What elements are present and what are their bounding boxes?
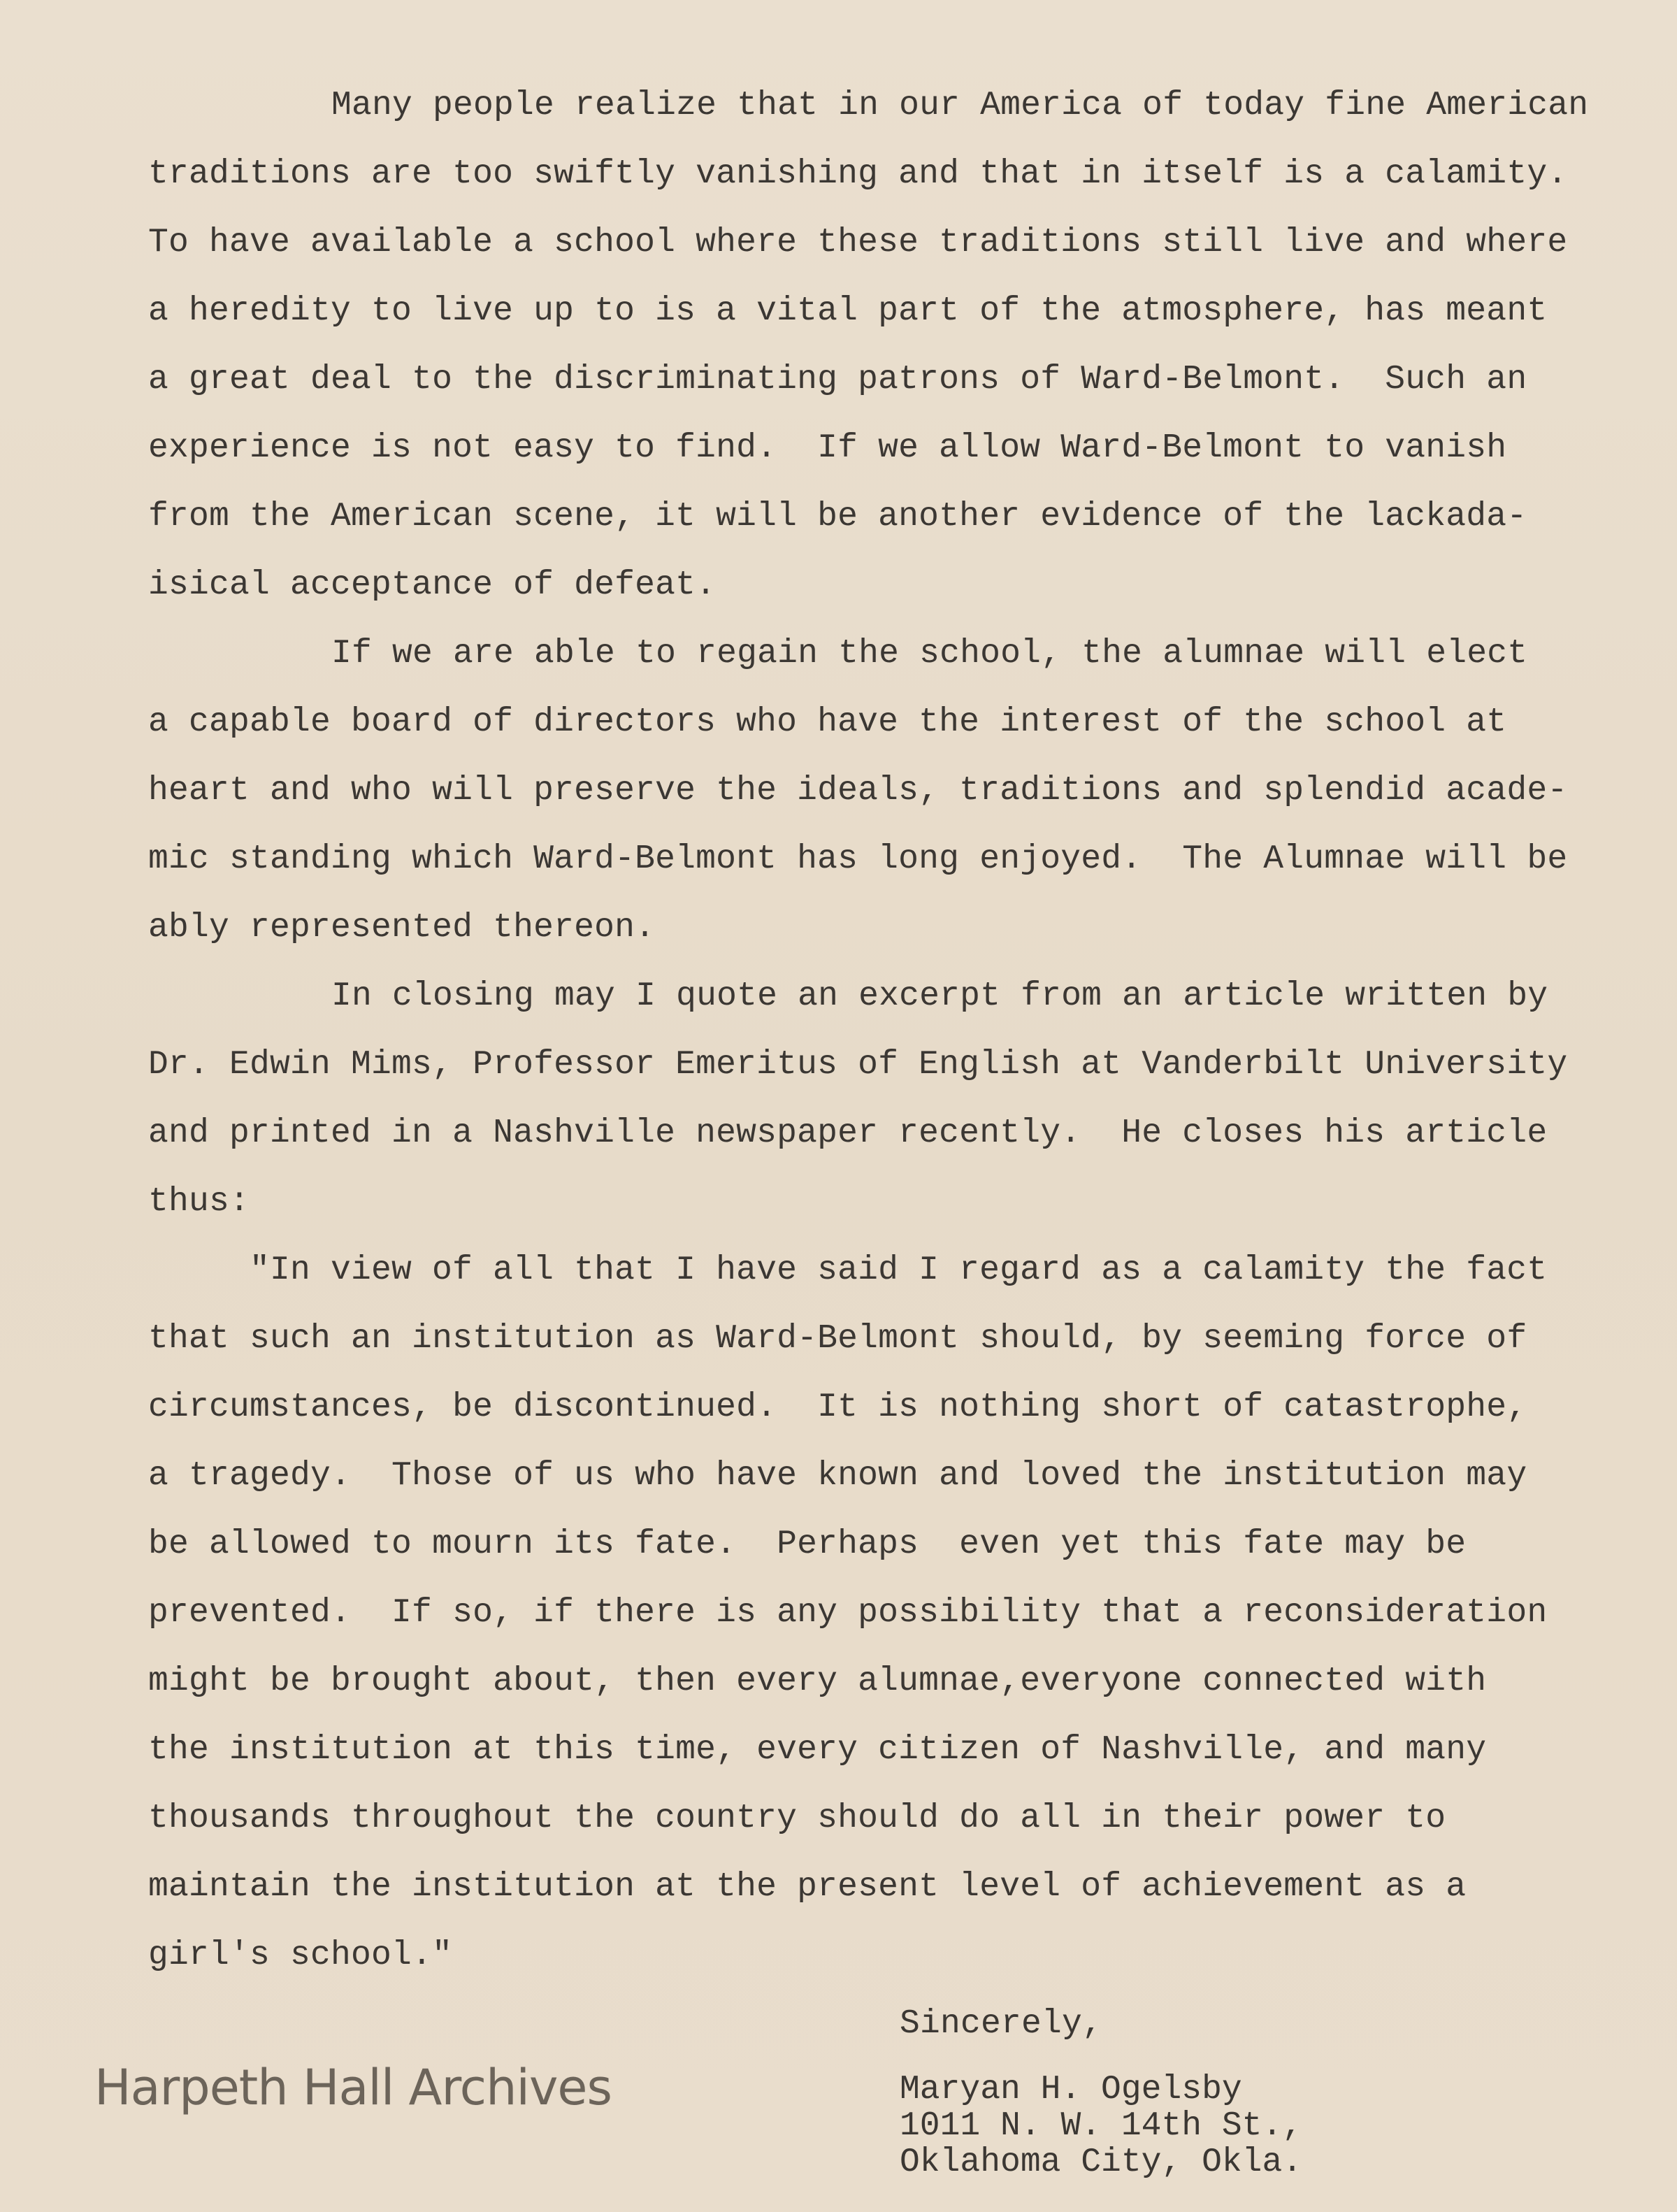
letter-line: isical acceptance of defeat. — [148, 566, 717, 604]
quote-line: circumstances, be discontinued. It is nothing short of catastrophe, — [148, 1388, 1527, 1426]
letter-line: thus: — [148, 1183, 250, 1221]
signature-block — [900, 2071, 1302, 2181]
letter-line: Many people realize that in our America of today fine American — [331, 87, 1589, 124]
letter-line: In closing may I quote an excerpt from an article written by — [331, 977, 1548, 1015]
letter-line: ably represented thereon. — [148, 909, 656, 947]
letter-line: from the American scene, it will be another evidence of the lackada- — [148, 498, 1527, 536]
letter-line: a heredity to live up to is a vital part of the atmosphere, has meant — [148, 292, 1548, 330]
signature-address-street: 1011 N. W. 14th St., — [900, 2107, 1303, 2145]
quote-line: a tragedy. Those of us who have known and loved the institution may — [148, 1457, 1527, 1495]
letter-line: a great deal to the discriminating patrons of Ward-Belmont. Such an — [148, 361, 1527, 398]
quote-line: girl's school." — [148, 1937, 453, 1974]
letter-line: mic standing which Ward-Belmont has long enjoyed. The Alumnae will be — [148, 840, 1568, 878]
quote-line: maintain the institution at the present level of achievement as a — [148, 1868, 1467, 1906]
letter-line: a capable board of directors who have the interest of the school at — [148, 703, 1507, 741]
letter-line: Dr. Edwin Mims, Professor Emeritus of English at Vanderbilt University — [148, 1046, 1568, 1084]
quote-line: thousands throughout the country should do all in their power to — [148, 1800, 1446, 1837]
letter-line: If we are able to regain the school, the alumnae will elect — [331, 635, 1528, 673]
quote-line: might be brought about, then every alumnae,everyone connected with — [148, 1662, 1487, 1700]
quote-line: prevented. If so, if there is any possibility that a reconsideration — [148, 1594, 1548, 1632]
letter-line: experience is not easy to find. If we allow Ward-Belmont to vanish — [148, 429, 1507, 467]
quote-line: be allowed to mourn its fate. Perhaps even yet this fate may be — [148, 1525, 1467, 1563]
letter-line: traditions are too swiftly vanishing and that in itself is a calamity. — [148, 155, 1568, 193]
signature-address-city: Oklahoma City, Okla. — [900, 2143, 1303, 2181]
letter-body — [148, 71, 1588, 2058]
quote-line: "In view of all that I have said I regard as a calamity the fact — [250, 1251, 1548, 1289]
quote-line: that such an institution as Ward-Belmont should, by seeming force of — [148, 1320, 1527, 1358]
archive-watermark: Harpeth Hall Archives — [94, 2059, 612, 2116]
quote-line: the institution at this time, every citizen of Nashville, and many — [148, 1731, 1487, 1769]
closing: Sincerely, — [900, 2005, 1103, 2043]
letter-line: and printed in a Nashville newspaper recently. He closes his article — [148, 1114, 1548, 1152]
letter-line: heart and who will preserve the ideals, traditions and splendid acade- — [148, 772, 1568, 810]
signature-name: Maryan H. Ogelsby — [900, 2071, 1242, 2109]
letter-line: To have available a school where these traditions still live and where — [148, 224, 1568, 261]
